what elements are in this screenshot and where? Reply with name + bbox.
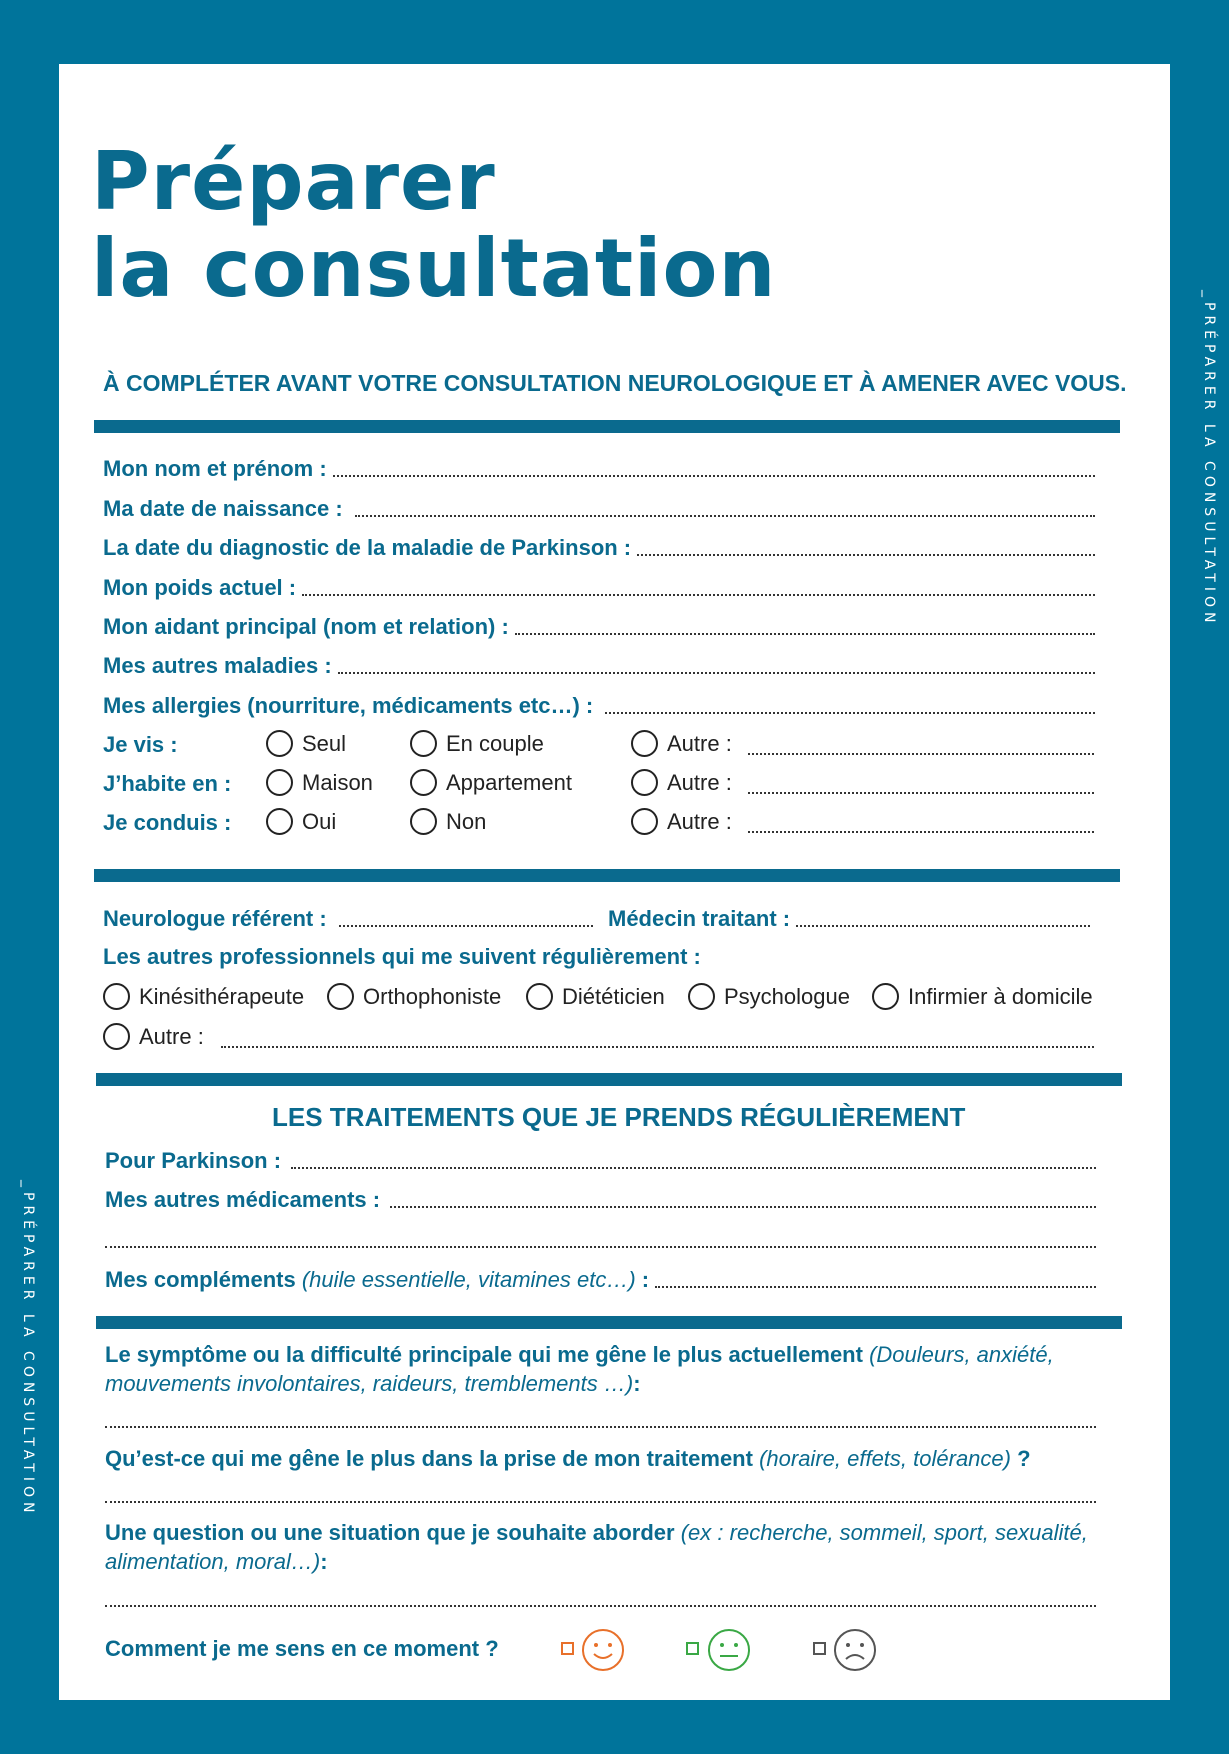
- parkinson-treatment-input-line[interactable]: [291, 1166, 1096, 1169]
- neurologist-field[interactable]: [103, 904, 593, 932]
- living-option-label: Seul: [302, 730, 347, 756]
- pro-option-label: Kinésithérapeute: [139, 983, 305, 1009]
- feeling-label: Comment je me sens en ce moment ?: [105, 1636, 499, 1661]
- section-divider: [96, 1073, 1122, 1086]
- driving-option-yes[interactable]: [266, 808, 336, 835]
- allergies-field[interactable]: [103, 691, 1095, 719]
- radio-circle-icon[interactable]: [688, 983, 715, 1010]
- parkinson-treatment-field[interactable]: [105, 1146, 1096, 1174]
- housing-option-apartment[interactable]: [410, 769, 572, 796]
- neutral-face-icon: [707, 1628, 751, 1672]
- treatment-question-hint: (horaire, effets, tolérance): [759, 1446, 1011, 1471]
- symptom-colon: :: [633, 1371, 641, 1396]
- living-option-couple[interactable]: [410, 730, 544, 757]
- parkinson-treatment-label: Pour Parkinson :: [105, 1148, 282, 1173]
- diagnosis-field[interactable]: [103, 533, 1095, 561]
- symptom-question-cont: [105, 1371, 641, 1397]
- caregiver-field[interactable]: [103, 612, 1095, 640]
- radio-circle-icon[interactable]: [410, 730, 437, 757]
- side-label-right: _PRÉPARER LA CONSULTATION: [1201, 290, 1217, 628]
- other-meds-field[interactable]: [105, 1185, 1096, 1213]
- living-option-alone[interactable]: [266, 730, 346, 757]
- other-meds-input-line[interactable]: [390, 1205, 1096, 1208]
- topic-input-line[interactable]: [105, 1604, 1096, 1607]
- side-label-left: _PRÉPARER LA CONSULTATION: [20, 1180, 36, 1518]
- name-field[interactable]: [103, 454, 1095, 482]
- other-diseases-field[interactable]: [103, 651, 1095, 679]
- radio-circle-icon[interactable]: [103, 983, 130, 1010]
- section-divider: [96, 1316, 1122, 1329]
- housing-option-label: Appartement: [446, 769, 572, 795]
- topic-question-cont: [105, 1549, 328, 1575]
- allergies-input-line[interactable]: [605, 711, 1095, 714]
- pro-option-label: Infirmier à domicile: [908, 983, 1093, 1009]
- sad-face-icon: [833, 1628, 877, 1672]
- supplements-colon: :: [641, 1267, 650, 1292]
- pro-option-psychologist[interactable]: [688, 983, 850, 1010]
- weight-field[interactable]: [103, 573, 1095, 601]
- topic-question: [105, 1520, 1088, 1546]
- title-line-1: Préparer: [91, 135, 496, 228]
- driving-option-label: Non: [446, 808, 487, 834]
- gp-field[interactable]: [608, 904, 1090, 932]
- topic-label: Une question ou une situation que je souhaite aborder: [105, 1520, 675, 1545]
- pro-other-input-line[interactable]: [221, 1045, 1094, 1048]
- symptom-question: [105, 1342, 1054, 1368]
- happy-face-icon: [581, 1628, 625, 1672]
- happy-checkbox[interactable]: [561, 1642, 574, 1655]
- supplements-label: Mes compléments: [105, 1267, 296, 1292]
- driving-option-label: Oui: [302, 808, 337, 834]
- housing-option-label: Autre :: [667, 769, 732, 795]
- housing-option-other[interactable]: [631, 769, 732, 796]
- neurologist-label: Neurologue référent :: [103, 906, 327, 931]
- treatment-question-mark: ?: [1017, 1446, 1031, 1471]
- neutral-checkbox[interactable]: [686, 1642, 699, 1655]
- radio-circle-icon[interactable]: [526, 983, 553, 1010]
- birth-input-line[interactable]: [355, 514, 1095, 517]
- diagnosis-label: La date du diagnostic de la maladie de Parkinson :: [103, 535, 632, 560]
- pro-option-label: Diététicien: [562, 983, 665, 1009]
- living-label: Je vis :: [103, 732, 178, 757]
- treatment-input-line[interactable]: [105, 1500, 1096, 1503]
- topic-colon: :: [320, 1549, 328, 1574]
- driving-other-input-line[interactable]: [748, 830, 1094, 833]
- living-option-label: En couple: [446, 730, 544, 756]
- page-title: [91, 135, 777, 315]
- treatments-title: LES TRAITEMENTS QUE JE PRENDS RÉGULIÈREMENT: [272, 1102, 966, 1132]
- form-subtitle: À COMPLÉTER AVANT VOTRE CONSULTATION NEUROLOGIQUE ET À AMENER AVEC VOUS.: [103, 370, 1127, 396]
- housing-option-house[interactable]: [266, 769, 373, 796]
- symptom-hint-2: mouvements involontaires, raideurs, tremblements …): [105, 1371, 634, 1396]
- title-line-2: la consultation: [91, 222, 777, 315]
- gp-label: Médecin traitant :: [608, 906, 791, 931]
- other-diseases-input-line[interactable]: [338, 671, 1095, 674]
- caregiver-label: Mon aidant principal (nom et relation) :: [103, 614, 509, 639]
- other-meds-label: Mes autres médicaments :: [105, 1187, 381, 1212]
- sad-checkbox[interactable]: [813, 1642, 826, 1655]
- gp-input-line[interactable]: [796, 924, 1090, 927]
- housing-option-label: Maison: [302, 769, 373, 795]
- name-input-line[interactable]: [333, 474, 1095, 477]
- weight-label: Mon poids actuel :: [103, 575, 297, 600]
- driving-label: Je conduis :: [103, 810, 232, 835]
- supplements-hint: (huile essentielle, vitamines etc…): [301, 1267, 636, 1292]
- symptom-input-line[interactable]: [105, 1425, 1096, 1428]
- birth-field[interactable]: [103, 494, 1095, 522]
- radio-circle-icon[interactable]: [410, 769, 437, 796]
- section-divider: [94, 420, 1120, 433]
- symptom-label: Le symptôme ou la difficulté principale qui me gêne le plus actuellement: [105, 1342, 863, 1367]
- living-other-input-line[interactable]: [748, 752, 1094, 755]
- other-professionals-label: Les autres professionnels qui me suivent régulièrement :: [103, 944, 701, 969]
- allergies-label: Mes allergies (nourriture, médicaments etc…) :: [103, 693, 594, 718]
- housing-other-input-line[interactable]: [748, 791, 1094, 794]
- topic-hint-2: alimentation, moral…): [105, 1549, 321, 1574]
- pro-option-dietitian[interactable]: [526, 983, 665, 1010]
- other-diseases-label: Mes autres maladies :: [103, 653, 332, 678]
- driving-option-no[interactable]: [410, 808, 486, 835]
- living-option-other[interactable]: [631, 730, 732, 757]
- pro-option-physio[interactable]: [103, 983, 304, 1010]
- diagnosis-input-line[interactable]: [637, 553, 1095, 556]
- radio-circle-icon[interactable]: [872, 983, 899, 1010]
- caregiver-input-line[interactable]: [515, 632, 1095, 635]
- driving-option-label: Autre :: [667, 808, 732, 834]
- treatment-question-label: Qu’est-ce qui me gêne le plus dans la prise de mon traitement: [105, 1446, 753, 1471]
- supplements-field[interactable]: [105, 1265, 1096, 1293]
- weight-input-line[interactable]: [302, 593, 1095, 596]
- radio-circle-icon[interactable]: [103, 1023, 130, 1050]
- pro-option-label: Autre :: [139, 1023, 204, 1049]
- birth-label: Ma date de naissance :: [103, 496, 343, 521]
- radio-circle-icon[interactable]: [266, 730, 293, 757]
- topic-hint-1: (ex : recherche, sommeil, sport, sexualité,: [680, 1520, 1088, 1545]
- radio-circle-icon[interactable]: [266, 769, 293, 796]
- driving-option-other[interactable]: [631, 808, 732, 835]
- section-divider: [94, 869, 1120, 882]
- pro-option-label: Orthophoniste: [363, 983, 502, 1009]
- living-option-label: Autre :: [667, 730, 732, 756]
- radio-circle-icon[interactable]: [631, 808, 658, 835]
- pro-option-label: Psychologue: [724, 983, 850, 1009]
- symptom-hint-1: (Douleurs, anxiété,: [869, 1342, 1054, 1367]
- pro-option-nurse[interactable]: [872, 983, 1093, 1010]
- name-label: Mon nom et prénom :: [103, 456, 327, 481]
- other-meds-extra-line[interactable]: [105, 1245, 1096, 1248]
- treatment-question: [105, 1446, 1031, 1472]
- radio-circle-icon[interactable]: [327, 983, 354, 1010]
- radio-circle-icon[interactable]: [410, 808, 437, 835]
- radio-circle-icon[interactable]: [266, 808, 293, 835]
- radio-circle-icon[interactable]: [631, 769, 658, 796]
- pro-option-speech[interactable]: [327, 983, 501, 1010]
- housing-label: J’habite en :: [103, 771, 232, 796]
- pro-option-other[interactable]: [103, 1023, 204, 1050]
- radio-circle-icon[interactable]: [631, 730, 658, 757]
- supplements-input-line[interactable]: [655, 1285, 1096, 1288]
- neurologist-input-line[interactable]: [339, 924, 593, 927]
